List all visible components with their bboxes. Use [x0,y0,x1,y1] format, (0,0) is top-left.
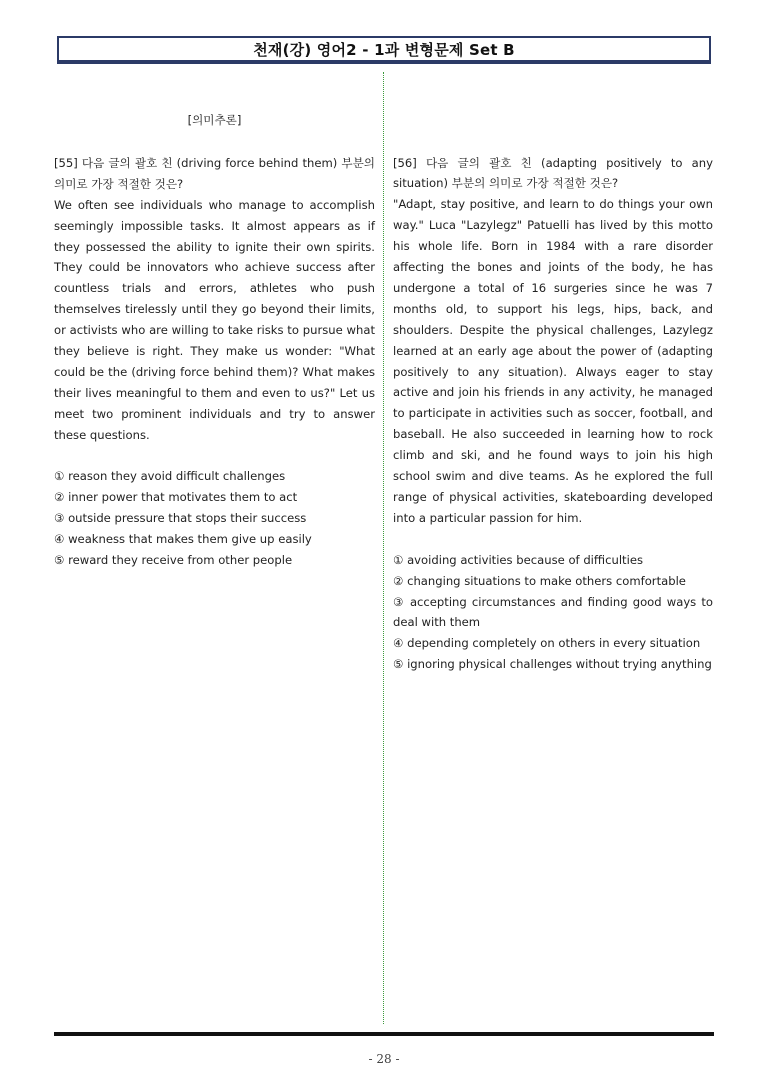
left-column [54,110,375,571]
question-55-option-5: ⑤ reward they receive from other people [54,553,293,568]
page-title: 천재(강) 영어2 - 1과 변형문제 Set B [253,40,515,59]
header-box [57,36,711,64]
question-56-option-3: ③ accepting circumstances and finding good ways to deal with them [393,594,713,630]
question-55-passage: We often see individuals who manage to accomplish seemingly impossible tasks. It almost appears as if they possessed the ability to ignite their own spirits. They could be innovators who achieve success after countless trials and errors, athletes who push themselves tirelessly until they go beyond their limits, or activists who are willing to take risks to pursue what they believe is right. They make us wonder: "What could be the (driving force behind them)? What makes their lives meaningful to them and even to us?" Let us meet two prominent individuals and try to answer these questions. [54,197,375,442]
question-55-option-3: ③ outside pressure that stops their success [54,511,307,526]
column-divider [383,72,384,1024]
question-55-option-1: ① reason they avoid difficult challenges [54,469,286,484]
question-55-options [54,466,375,571]
section-label: [의미추론] [187,113,242,127]
question-56-option-4: ④ depending completely on others in every situation [393,636,701,651]
question-56-option-2: ② changing situations to make others comfortable [393,573,686,588]
page-number: - 28 - [368,1052,400,1066]
question-55-prompt: [55] 다음 글의 괄호 친 (driving force behind them) 부분의 의미로 가장 적절한 것은? [54,155,375,191]
question-55-option-4: ④ weakness that makes them give up easily [54,532,312,547]
question-56-passage: "Adapt, stay positive, and learn to do things your own way." Luca "Lazylegz" Patuelli has lived by this motto his whole life. Born in 1984 with a rare disorder affecting the bones and joints of the body, he has undergone a total of 16 surgeries since he was 7 months old, to support his legs, hips, back, and shoulders. Despite the physical challenges, Lazylegz learned at an early age about the power of (adapting positively to any situation). Always eager to stay active and join his friends in any activity, he managed to participate in activities such as soccer, football, and baseball. He also succeeded in learning how to rock climb and ski, and he found ways to join his high school swim and dive teams. As he explored the full range of physical activities, skateboarding developed into a particular passion for him. [393,197,713,525]
question-56-option-5: ⑤ ignoring physical challenges without trying anything [393,657,712,672]
question-55-option-2: ② inner power that motivates them to act [54,490,298,505]
question-56-prompt: [56] 다음 글의 괄호 친 (adapting positively to any situation) 부분의 의미로 가장 적절한 것은? [393,155,713,191]
right-column [393,110,713,675]
question-56-option-1: ① avoiding activities because of difficulties [393,552,643,567]
footer-rule [54,1032,714,1036]
question-56-options [393,550,713,675]
